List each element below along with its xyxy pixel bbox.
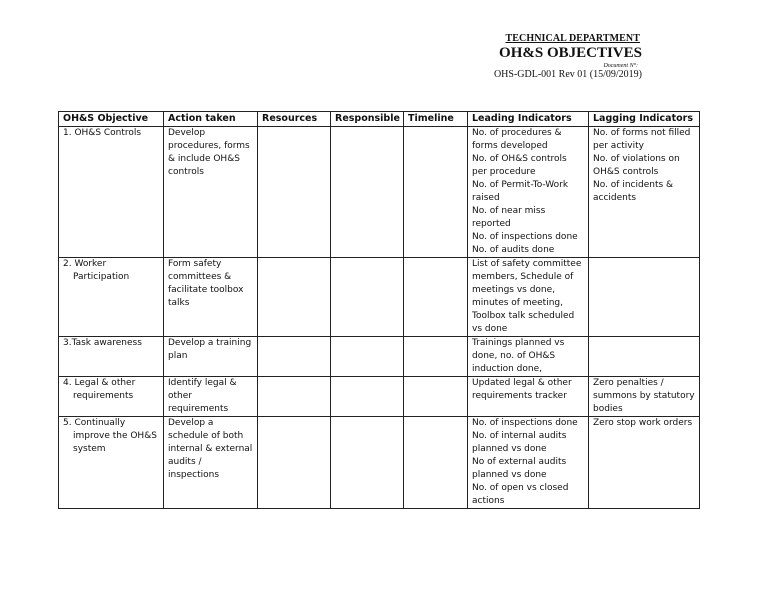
action-cell: Develop a training plan [164, 337, 258, 377]
lagging-indicator: No. of incidents & accidents [593, 180, 674, 203]
objective-cell [59, 417, 164, 509]
leading-indicator: No. of inspections done [472, 232, 578, 242]
resources-cell [258, 127, 331, 258]
objective-cell [59, 127, 164, 258]
leading-indicator: No. of procedures & forms developed [472, 128, 562, 151]
objective-text: 1. OH&S Controls [63, 128, 142, 138]
timeline-cell [404, 417, 468, 509]
lagging-indicators-cell [589, 337, 700, 377]
leading-indicators-cell [468, 258, 589, 337]
leading-indicators-cell [468, 127, 589, 258]
objectives-table [58, 111, 700, 509]
leading-indicator: Updated legal & other requirements tracker [472, 378, 572, 401]
responsible-cell [331, 258, 404, 337]
resources-cell [258, 337, 331, 377]
objective-text: 4. Legal & other [63, 378, 136, 388]
department-name: TECHNICAL DEPARTMENT [505, 33, 640, 44]
leading-indicator: No. of near miss reported [472, 206, 546, 229]
leading-indicator: No. of internal audits planned vs done [472, 431, 567, 454]
timeline-cell [404, 337, 468, 377]
action-cell: Develop procedures, forms & include OH&S controls [164, 127, 258, 258]
lagging-indicator: Zero penalties / summons by statutory bodies [593, 378, 695, 414]
column-header-leading: Leading Indicators [468, 112, 589, 127]
responsible-cell [331, 337, 404, 377]
column-header-resources: Resources [258, 112, 331, 127]
responsible-cell [331, 127, 404, 258]
leading-indicator: No. of OH&S controls per procedure [472, 154, 567, 177]
leading-indicator: List of safety committee members, Schedule of meetings vs done, minutes of meeting, Toolbox talk scheduled vs done [472, 259, 582, 334]
document-number-label: Document N°: [603, 63, 638, 69]
lagging-indicators-cell [589, 258, 700, 337]
leading-indicator: No. of inspections done [472, 418, 578, 428]
column-header-lagging: Lagging Indicators [589, 112, 700, 127]
timeline-cell [404, 258, 468, 337]
leading-indicator: Trainings planned vs done, no. of OH&S induction done, [472, 338, 565, 374]
objective-cell [59, 258, 164, 337]
timeline-cell [404, 127, 468, 258]
leading-indicators-cell [468, 337, 589, 377]
column-header-action: Action taken [164, 112, 258, 127]
objective-text-continued: system [73, 444, 106, 454]
leading-indicator: No. of open vs closed actions [472, 483, 569, 506]
lagging-indicator: Zero stop work orders [593, 418, 693, 428]
column-header-timeline: Timeline [404, 112, 468, 127]
table-row [59, 417, 700, 509]
resources-cell [258, 417, 331, 509]
objective-cell [59, 337, 164, 377]
leading-indicators-cell [468, 377, 589, 417]
resources-cell [258, 377, 331, 417]
objective-text-continued: Participation [73, 272, 130, 282]
table-row [59, 337, 700, 377]
objective-text: 5. Continually [63, 418, 126, 428]
table-row [59, 127, 700, 258]
resources-cell [258, 258, 331, 337]
action-cell: Form safety committees & facilitate toolbox talks [164, 258, 258, 337]
column-header-responsible: Responsible [331, 112, 404, 127]
action-cell: Develop a schedule of both internal & external audits / inspections [164, 417, 258, 509]
lagging-indicators-cell [589, 417, 700, 509]
objective-text: 2. Worker [63, 259, 107, 269]
column-header-objective: OH&S Objective [59, 112, 164, 127]
document-title: OH&S OBJECTIVES [499, 45, 642, 61]
leading-indicator: No. of Permit-To-Work raised [472, 180, 569, 203]
objective-text-continued: improve the OH&S [73, 431, 157, 441]
document-header [494, 33, 642, 80]
objective-cell [59, 377, 164, 417]
action-cell: Identify legal & other requirements [164, 377, 258, 417]
timeline-cell [404, 377, 468, 417]
lagging-indicators-cell [589, 377, 700, 417]
lagging-indicator: No. of forms not filled per activity [593, 128, 691, 151]
table-row [59, 377, 700, 417]
table-header-row [59, 112, 700, 127]
responsible-cell [331, 377, 404, 417]
table-row [59, 258, 700, 337]
objective-text-continued: requirements [73, 391, 134, 401]
lagging-indicators-cell [589, 127, 700, 258]
objective-text: 3.Task awareness [63, 338, 142, 348]
leading-indicators-cell [468, 417, 589, 509]
lagging-indicator: No. of violations on OH&S controls [593, 154, 680, 177]
leading-indicator: No. of audits done [472, 245, 555, 255]
leading-indicator: No of external audits planned vs done [472, 457, 567, 480]
document-number: OHS-GDL-001 Rev 01 (15/09/2019) [493, 69, 642, 80]
responsible-cell [331, 417, 404, 509]
